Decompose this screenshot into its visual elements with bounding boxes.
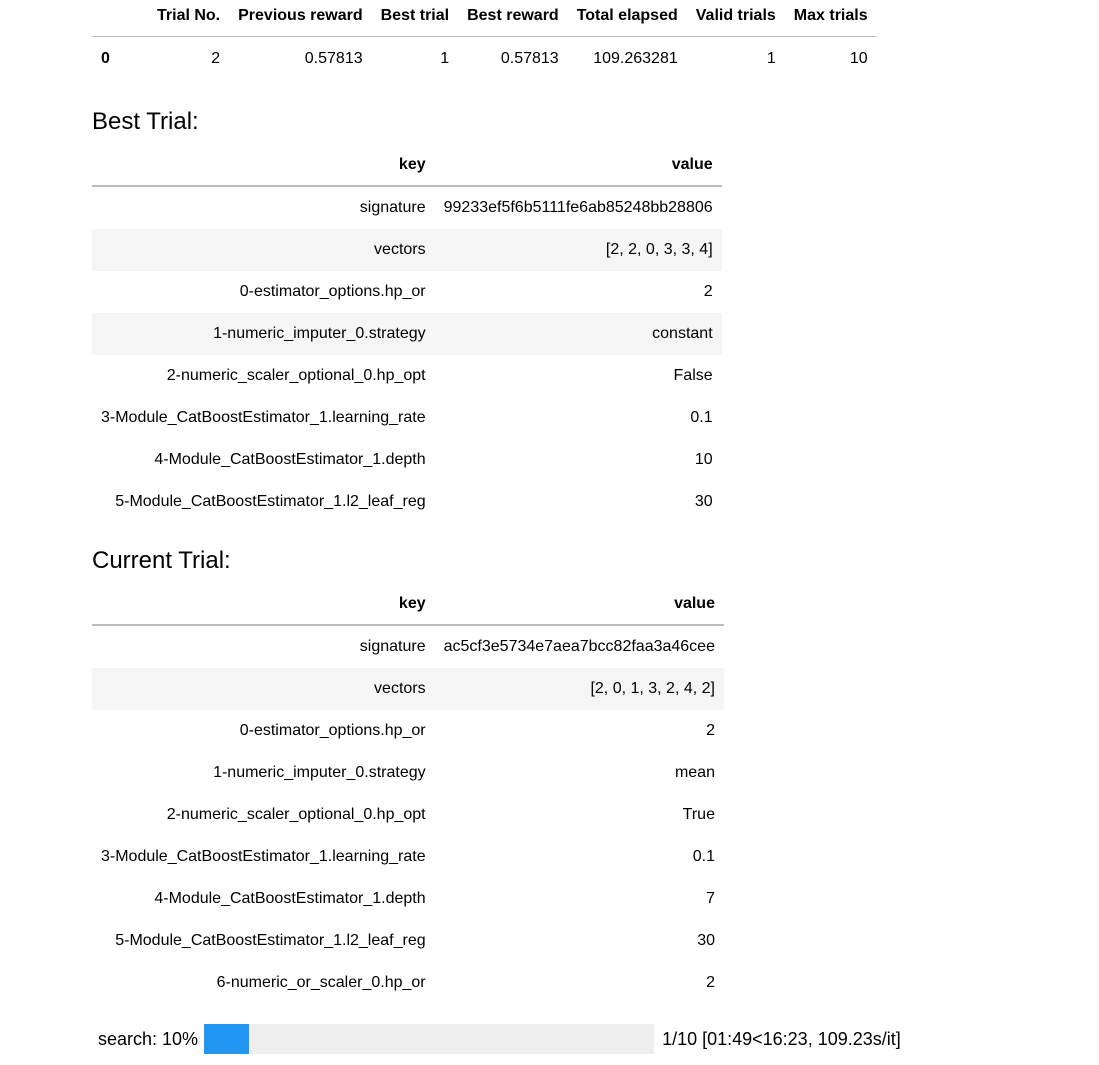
best-trial-value: constant: [652, 325, 713, 342]
best-trial-row: [92, 229, 722, 271]
current-trial-row: [92, 625, 724, 668]
current-trial-row: [92, 836, 724, 878]
best-trial-table: [92, 145, 722, 523]
best-trial-key: 5-Module_CatBoostEstimator_1.l2_leaf_reg: [115, 493, 426, 510]
summary-header-total-elapsed: Total elapsed: [568, 0, 687, 37]
current-trial-title: Current Trial:: [92, 547, 231, 574]
best-trial-value: 99233ef5f6b5111fe6ab85248bb28806: [443, 199, 713, 216]
current-trial-value: True: [682, 806, 715, 823]
best-trial-value-header: value: [435, 145, 722, 186]
best-trial-key: signature: [359, 199, 426, 216]
summary-header-max-trials: Max trials: [785, 0, 877, 37]
best-trial-key-header: key: [92, 145, 435, 186]
current-trial-value: mean: [674, 764, 715, 781]
current-trial-value-header: value: [435, 584, 724, 625]
current-trial-key: 5-Module_CatBoostEstimator_1.l2_leaf_reg: [115, 932, 426, 949]
current-trial-row: [92, 794, 724, 836]
progress-bar-fill: [204, 1024, 249, 1054]
search-summary-table: [92, 0, 877, 81]
summary-row-index: 0: [101, 50, 110, 67]
summary-header-row: [92, 0, 877, 37]
progress-bar-track: [204, 1024, 654, 1054]
summary-header-best-trial: Best trial: [372, 0, 458, 37]
summary-header-previous-reward: Previous reward: [229, 0, 372, 37]
summary-trial-no: 2: [211, 50, 221, 67]
summary-header-valid-trials: Valid trials: [687, 0, 785, 37]
best-trial-title: Best Trial:: [92, 108, 199, 135]
best-trial-key: vectors: [374, 241, 426, 258]
current-trial-row: [92, 710, 724, 752]
best-trial-row: [92, 355, 722, 397]
current-trial-key: 3-Module_CatBoostEstimator_1.learning_rate: [101, 848, 426, 865]
current-trial-key-header: key: [92, 584, 435, 625]
search-progress: [98, 1024, 901, 1054]
current-trial-row: [92, 752, 724, 794]
current-trial-value: 30: [697, 932, 715, 949]
best-trial-value: 2: [703, 283, 713, 300]
best-trial-row: [92, 271, 722, 313]
summary-valid-trials: 1: [766, 50, 776, 67]
summary-previous-reward: 0.57813: [304, 50, 363, 67]
best-trial-value: 30: [694, 493, 713, 510]
summary-index-header: [92, 0, 148, 37]
summary-best-reward: 0.57813: [500, 50, 559, 67]
current-trial-key: signature: [359, 638, 426, 655]
current-trial-row: [92, 878, 724, 920]
current-trial-key: 2-numeric_scaler_optional_0.hp_opt: [166, 806, 426, 823]
best-trial-row: [92, 397, 722, 439]
current-trial-key: 0-estimator_options.hp_or: [239, 722, 426, 739]
best-trial-header-row: [92, 145, 722, 186]
best-trial-key: 3-Module_CatBoostEstimator_1.learning_rate: [101, 409, 426, 426]
current-trial-value: [2, 0, 1, 3, 2, 4, 2]: [590, 680, 715, 697]
current-trial-table: [92, 584, 724, 1004]
summary-best-trial: 1: [440, 50, 450, 67]
current-trial-header-row: [92, 584, 724, 625]
current-trial-value: 7: [706, 890, 715, 907]
summary-header-trial-no: Trial No.: [148, 0, 229, 37]
current-trial-row: [92, 920, 724, 962]
best-trial-value: False: [673, 367, 713, 384]
best-trial-row: [92, 439, 722, 481]
current-trial-key: 6-numeric_or_scaler_0.hp_or: [216, 974, 426, 991]
summary-row: [92, 37, 877, 82]
best-trial-value: 10: [694, 451, 713, 468]
current-trial-key: 4-Module_CatBoostEstimator_1.depth: [154, 890, 426, 907]
current-trial-value: 2: [706, 974, 715, 991]
current-trial-key: vectors: [374, 680, 426, 697]
best-trial-key: 2-numeric_scaler_optional_0.hp_opt: [166, 367, 426, 384]
best-trial-row: [92, 481, 722, 523]
progress-label: search: 10%: [98, 1028, 199, 1049]
summary-max-trials: 10: [849, 50, 868, 67]
current-trial-value: 0.1: [692, 848, 715, 865]
current-trial-row: [92, 668, 724, 710]
best-trial-key: 1-numeric_imputer_0.strategy: [213, 325, 426, 342]
current-trial-value: ac5cf3e5734e7aea7bcc82faa3a46cee: [443, 638, 715, 655]
summary-header-best-reward: Best reward: [458, 0, 568, 37]
current-trial-key: 1-numeric_imputer_0.strategy: [213, 764, 426, 781]
current-trial-row: [92, 962, 724, 1004]
best-trial-key: 0-estimator_options.hp_or: [239, 283, 426, 300]
best-trial-value: [2, 2, 0, 3, 3, 4]: [605, 241, 713, 258]
best-trial-value: 0.1: [690, 409, 713, 426]
summary-total-elapsed: 109.263281: [593, 50, 678, 67]
progress-stats: 1/10 [01:49<16:23, 109.23s/it]: [662, 1028, 901, 1049]
current-trial-value: 2: [706, 722, 715, 739]
best-trial-row: [92, 186, 722, 229]
best-trial-row: [92, 313, 722, 355]
best-trial-key: 4-Module_CatBoostEstimator_1.depth: [154, 451, 426, 468]
